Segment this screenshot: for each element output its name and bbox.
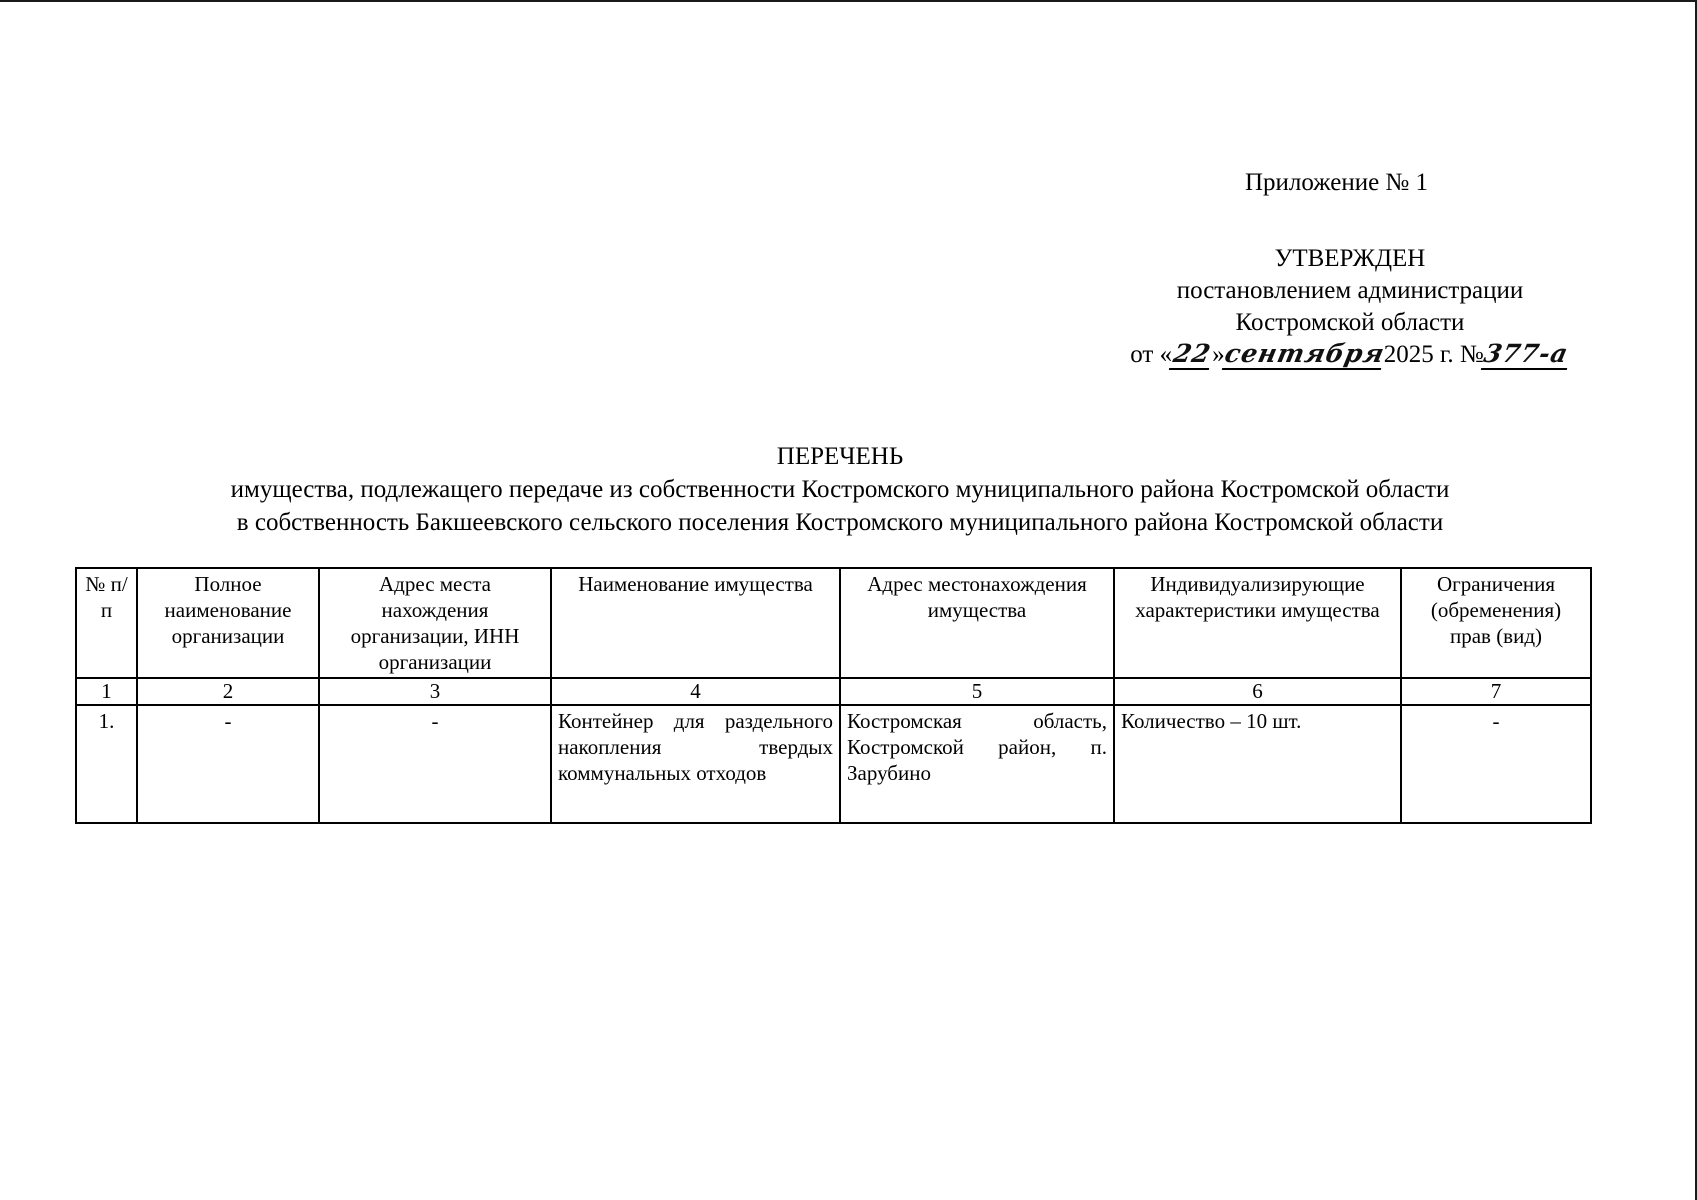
cell-restrictions: -	[1401, 705, 1591, 823]
approved-by-line-2: Костромской области	[1235, 309, 1465, 336]
approved-by-line-1: постановлением администрации	[1176, 277, 1524, 304]
cell-property-address: Костромская область, Костромской район, п. Зарубино	[840, 705, 1114, 823]
column-number: 3	[319, 678, 551, 705]
col-header-org-address: Адрес места нахождения организации, ИНН организации	[319, 568, 551, 678]
col-header-characteristics: Индивидуализирующие характеристики имущества	[1114, 568, 1401, 678]
cell-property-name: Контейнер для раздельного накопления твердых коммунальных отходов	[551, 705, 840, 823]
order-number-handwritten: 377-а	[1481, 340, 1573, 370]
column-number: 1	[76, 678, 137, 705]
col-header-property-name: Наименование имущества	[551, 568, 840, 678]
order-line	[1110, 339, 1590, 371]
order-year: 2025 г. №	[1383, 341, 1484, 368]
approval-block	[1110, 243, 1590, 371]
column-number: 7	[1401, 678, 1591, 705]
title-heading: ПЕРЕЧЕНЬ	[776, 443, 904, 470]
order-day-handwritten: 22	[1169, 340, 1215, 370]
col-header-number: № п/п	[76, 568, 137, 678]
column-number-row	[76, 678, 1591, 705]
title-line-1: имущества, подлежащего передаче из собственности Костромского муниципального района Костромской области	[230, 476, 1450, 503]
cell-org-address: -	[319, 705, 551, 823]
cell-number: 1.	[76, 705, 137, 823]
scan-border-top	[0, 0, 1697, 2]
appendix-label: Приложение № 1	[1245, 169, 1429, 196]
order-mid: »	[1212, 341, 1225, 368]
cell-org-name: -	[137, 705, 319, 823]
column-number: 2	[137, 678, 319, 705]
table-row	[76, 705, 1591, 823]
col-header-restrictions: Ограничения (обременения) прав (вид)	[1401, 568, 1591, 678]
table-header-row	[76, 568, 1591, 678]
column-number: 4	[551, 678, 840, 705]
approved-title: УТВЕРЖДЕН	[1274, 245, 1426, 272]
col-header-property-address: Адрес местонахождения имущества	[840, 568, 1114, 678]
cell-characteristics: Количество – 10 шт.	[1114, 705, 1401, 823]
column-number: 5	[840, 678, 1114, 705]
column-number: 6	[1114, 678, 1401, 705]
order-month-handwritten: сентября	[1221, 339, 1388, 368]
document-title	[100, 440, 1580, 539]
property-table	[75, 567, 1592, 824]
order-prefix: от «	[1130, 341, 1173, 368]
title-line-2: в собственность Бакшеевского сельского поселения Костромского муниципального района Костромской области	[236, 509, 1444, 536]
col-header-org-name: Полное наименование организации	[137, 568, 319, 678]
